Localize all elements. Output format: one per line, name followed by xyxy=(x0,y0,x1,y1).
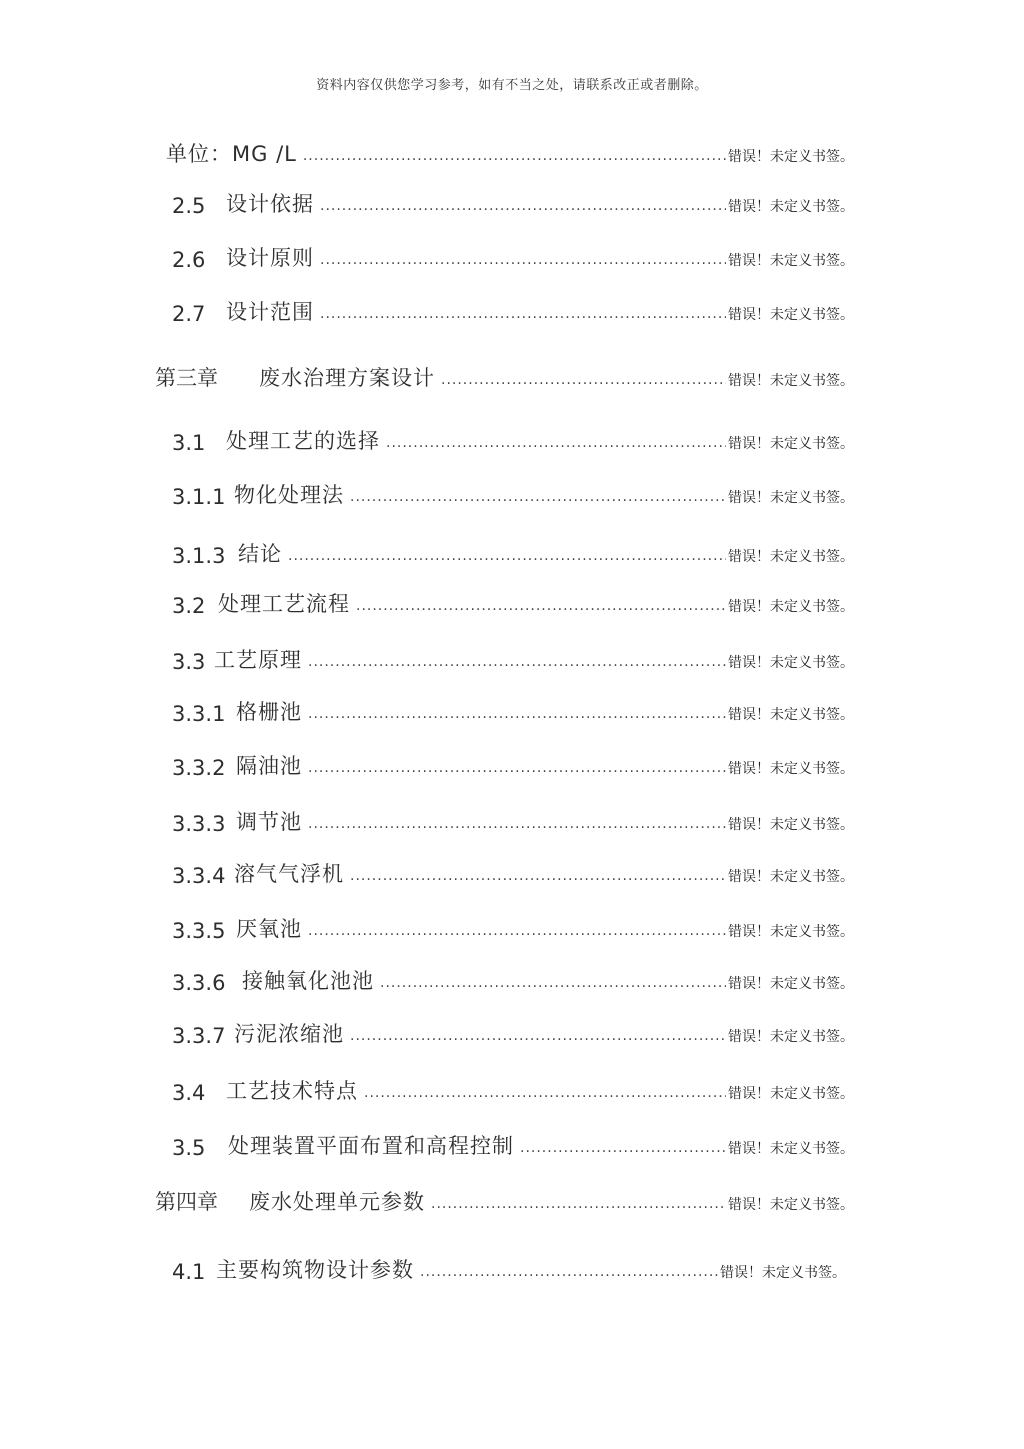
toc-entry-page-ref: 错误！未定义书签。 xyxy=(728,490,854,506)
toc-entry-page-ref: 错误！未定义书签。 xyxy=(728,869,854,885)
toc-entry-page-ref: 错误！未定义书签。 xyxy=(728,1141,854,1157)
toc-entry-number: 4.1 xyxy=(172,1260,206,1284)
toc-entry[interactable] xyxy=(172,796,854,836)
toc-entry-number: 3.3.1 xyxy=(172,702,226,726)
toc-entry[interactable] xyxy=(172,686,854,726)
toc-entry-page-ref: 错误！未定义书签。 xyxy=(728,976,854,992)
toc-entry-number: 3.1.3 xyxy=(172,544,226,568)
toc-entry-number: 3.3.2 xyxy=(172,756,226,780)
toc-entry-page-ref: 错误！未定义书签。 xyxy=(728,924,854,940)
toc-leader-dots xyxy=(420,1264,718,1280)
toc-leader-dots xyxy=(350,1028,726,1044)
toc-leader-dots xyxy=(308,816,726,832)
toc-leader-dots xyxy=(320,252,726,268)
toc-entry-page-ref: 错误！未定义书签。 xyxy=(728,655,854,671)
toc-entry-number: 3.3.7 xyxy=(172,1024,226,1048)
toc-entry-number: 2.7 xyxy=(172,302,206,326)
toc-entry-title: 隔油池 xyxy=(236,754,302,778)
toc-entry-number: 第三章 xyxy=(155,366,218,390)
toc-leader-dots xyxy=(364,1085,726,1101)
toc-entry-number: 第四章 xyxy=(155,1190,218,1214)
toc-entry-page-ref: 错误！未定义书签。 xyxy=(728,549,854,565)
toc-entry-title: 设计依据 xyxy=(226,192,314,216)
toc-entry-page-ref: 错误！未定义书签。 xyxy=(728,599,854,615)
toc-entry[interactable] xyxy=(172,1065,854,1105)
toc-entry[interactable] xyxy=(172,469,854,509)
toc-entry-title: 处理工艺流程 xyxy=(218,592,350,616)
toc-entry-number: 2.6 xyxy=(172,248,206,272)
toc-entry-page-ref: 错误！未定义书签。 xyxy=(728,817,854,833)
toc-entry[interactable] xyxy=(172,178,854,218)
toc-entry-number: 2.5 xyxy=(172,194,206,218)
toc-entry-page-ref: 错误！未定义书签。 xyxy=(728,1029,854,1045)
toc-entry-title: 结论 xyxy=(238,542,282,566)
toc-leader-dots xyxy=(288,548,726,564)
toc-entry-number: 3.3 xyxy=(172,650,206,674)
toc-entry-number: 3.5 xyxy=(172,1136,206,1160)
toc-leader-dots xyxy=(303,148,726,164)
toc-entry-page-ref: 错误！未定义书签。 xyxy=(728,149,854,165)
toc-entry[interactable] xyxy=(172,1008,854,1048)
toc-leader-dots xyxy=(308,760,726,776)
toc-leader-dots xyxy=(431,1196,726,1212)
toc-entry-title: 废水处理单元参数 xyxy=(249,1190,425,1214)
toc-entry-page-ref: 错误！未定义书签。 xyxy=(728,253,854,269)
toc-entry[interactable] xyxy=(172,528,854,568)
toc-chapter-entry[interactable] xyxy=(155,1176,854,1216)
toc-entry-title: 溶气气浮机 xyxy=(234,862,344,886)
toc-entry-title: 工艺技术特点 xyxy=(226,1079,358,1103)
toc-leader-dots xyxy=(380,975,726,991)
toc-entry[interactable] xyxy=(172,955,854,995)
toc-leader-dots xyxy=(386,435,726,451)
toc-entry-title: 处理工艺的选择 xyxy=(226,429,380,453)
toc-entry-title: 设计原则 xyxy=(226,246,314,270)
toc-entry-title: 厌氧池 xyxy=(236,917,302,941)
toc-entry-number: 3.1.1 xyxy=(172,485,226,509)
toc-entry-title: 物化处理法 xyxy=(234,483,344,507)
toc-entry-page-ref: 错误！未定义书签。 xyxy=(728,761,854,777)
toc-entry[interactable] xyxy=(172,415,854,455)
toc-entry-number: 3.3.6 xyxy=(172,971,226,995)
toc-entry[interactable] xyxy=(172,903,854,943)
toc-entry-title: 设计范围 xyxy=(226,300,314,324)
toc-chapter-entry[interactable] xyxy=(155,352,854,392)
toc-leader-dots xyxy=(308,654,726,670)
toc-entry-title: 接触氧化池池 xyxy=(242,969,374,993)
toc-entry-title: 格栅池 xyxy=(236,700,302,724)
toc-entry[interactable] xyxy=(172,740,854,780)
toc-leader-dots xyxy=(320,198,726,214)
toc-entry-number: 3.3.3 xyxy=(172,812,226,836)
toc-entry-page-ref: 错误！未定义书签。 xyxy=(728,199,854,215)
toc-entry[interactable] xyxy=(172,1120,854,1160)
toc-entry[interactable] xyxy=(172,848,854,888)
toc-entry-title: 单位：MG /L xyxy=(166,142,297,166)
toc-entry[interactable] xyxy=(172,232,854,272)
toc-entry-number: 3.4 xyxy=(172,1081,206,1105)
toc-entry-page-ref: 错误！未定义书签。 xyxy=(728,307,854,323)
toc-leader-dots xyxy=(350,489,726,505)
toc-leader-dots xyxy=(308,706,726,722)
page-header-notice: 资料内容仅供您学习参考，如有不当之处，请联系改正或者删除。 xyxy=(316,78,708,93)
toc-entry-page-ref: 错误！未定义书签。 xyxy=(728,1197,854,1213)
toc-entry-title: 调节池 xyxy=(236,810,302,834)
toc-entry-page-ref: 错误！未定义书签。 xyxy=(728,373,854,389)
toc-entry-title: 污泥浓缩池 xyxy=(234,1022,344,1046)
toc-entry-title: 工艺原理 xyxy=(214,648,302,672)
toc-entry-page-ref: 错误！未定义书签。 xyxy=(728,436,854,452)
toc-entry[interactable] xyxy=(166,128,854,168)
toc-leader-dots xyxy=(441,372,726,388)
toc-entry-title: 处理装置平面布置和高程控制 xyxy=(228,1134,514,1158)
toc-entry[interactable] xyxy=(172,1244,846,1284)
toc-entry-number: 3.1 xyxy=(172,431,206,455)
toc-leader-dots xyxy=(308,923,726,939)
toc-leader-dots xyxy=(350,868,726,884)
toc-entry[interactable] xyxy=(172,286,854,326)
toc-entry-number: 3.2 xyxy=(172,594,206,618)
toc-entry-page-ref: 错误！未定义书签。 xyxy=(720,1265,846,1281)
toc-entry-title: 废水治理方案设计 xyxy=(259,366,435,390)
toc-leader-dots xyxy=(320,306,726,322)
toc-entry-page-ref: 错误！未定义书签。 xyxy=(728,1086,854,1102)
toc-entry-page-ref: 错误！未定义书签。 xyxy=(728,707,854,723)
toc-entry-number: 3.3.5 xyxy=(172,919,226,943)
toc-leader-dots xyxy=(520,1140,726,1156)
toc-entry[interactable] xyxy=(172,578,854,618)
toc-entry-number: 3.3.4 xyxy=(172,864,226,888)
toc-leader-dots xyxy=(356,598,726,614)
toc-entry[interactable] xyxy=(172,634,854,674)
toc-entry-title: 主要构筑物设计参数 xyxy=(216,1258,414,1282)
